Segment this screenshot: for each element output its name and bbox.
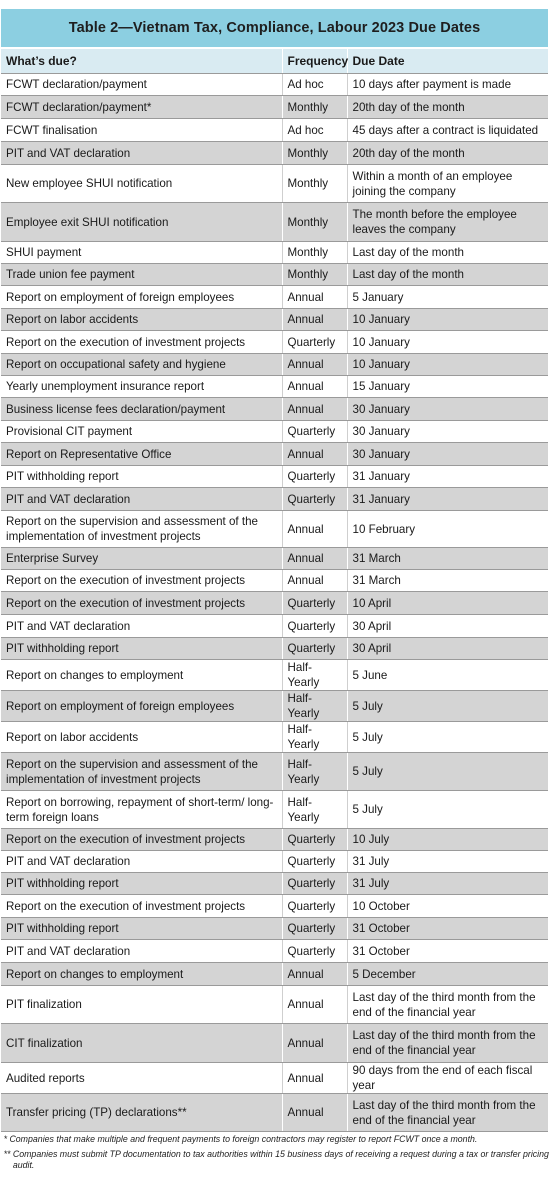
table-row [1, 753, 548, 791]
table-row [1, 309, 548, 331]
cell-item: PIT and VAT declaration [1, 615, 282, 638]
cell-frequency: Ad hoc [282, 74, 347, 96]
cell-item: PIT withholding report [1, 638, 282, 660]
cell-item: Report on borrowing, repayment of short-term/ long-term foreign loans [1, 791, 282, 829]
cell-frequency: Quarterly [282, 421, 347, 443]
cell-item: FCWT finalisation [1, 119, 282, 142]
cell-item: Transfer pricing (TP) declarations** [1, 1094, 282, 1132]
cell-due-date: Last day of the third month from the end of the financial year [347, 986, 548, 1024]
cell-frequency: Quarterly [282, 615, 347, 638]
cell-due-date: 10 January [347, 354, 548, 376]
cell-item: Enterprise Survey [1, 548, 282, 570]
cell-item: Report on employment of foreign employees [1, 286, 282, 309]
cell-item: Report on changes to employment [1, 660, 282, 691]
cell-frequency: Half-Yearly [282, 753, 347, 791]
cell-due-date: 90 days from the end of each fiscal year [347, 1063, 548, 1094]
cell-frequency: Annual [282, 986, 347, 1024]
footnote [4, 1149, 549, 1171]
footnote [4, 1134, 549, 1145]
table-row [1, 203, 548, 242]
footnote-marker: * [4, 1134, 8, 1144]
table-row [1, 638, 548, 660]
table-row [1, 165, 548, 203]
cell-frequency: Annual [282, 286, 347, 309]
table-row [1, 851, 548, 873]
table-row [1, 791, 548, 829]
cell-due-date: 10 July [347, 829, 548, 851]
footnotes [4, 1134, 549, 1175]
cell-frequency: Quarterly [282, 851, 347, 873]
cell-due-date: 5 December [347, 963, 548, 986]
cell-due-date: 5 July [347, 753, 548, 791]
header-due-date: Due Date [347, 49, 548, 74]
table-title: Table 2—Vietnam Tax, Compliance, Labour 2023 Due Dates [1, 9, 548, 47]
cell-item: Business license fees declaration/payment [1, 398, 282, 421]
footnote-text: Companies that make multiple and frequent payments to foreign contractors may register to report FCWT once a month. [9, 1134, 478, 1144]
table-row [1, 511, 548, 548]
cell-item: New employee SHUI notification [1, 165, 282, 203]
cell-frequency: Monthly [282, 242, 347, 264]
cell-item: Report on labor accidents [1, 309, 282, 331]
cell-item: Report on employment of foreign employees [1, 691, 282, 722]
cell-due-date: 45 days after a contract is liquidated [347, 119, 548, 142]
table-row [1, 873, 548, 895]
cell-item: Report on the supervision and assessment of the implementation of investment projects [1, 511, 282, 548]
cell-item: PIT withholding report [1, 873, 282, 895]
cell-frequency: Annual [282, 570, 347, 592]
cell-frequency: Quarterly [282, 638, 347, 660]
table-row [1, 592, 548, 615]
table-row [1, 421, 548, 443]
cell-frequency: Monthly [282, 264, 347, 286]
table-row [1, 331, 548, 354]
header-item: What’s due? [1, 49, 282, 74]
cell-due-date: 5 June [347, 660, 548, 691]
cell-due-date: 5 July [347, 722, 548, 753]
table-row [1, 96, 548, 119]
cell-item: Report on the execution of investment projects [1, 895, 282, 918]
table-row [1, 940, 548, 963]
cell-item: Trade union fee payment [1, 264, 282, 286]
cell-frequency: Quarterly [282, 592, 347, 615]
table-row [1, 242, 548, 264]
cell-frequency: Half-Yearly [282, 691, 347, 722]
cell-frequency: Half-Yearly [282, 660, 347, 691]
cell-item: PIT finalization [1, 986, 282, 1024]
table-row [1, 548, 548, 570]
cell-item: PIT withholding report [1, 918, 282, 940]
cell-frequency: Quarterly [282, 829, 347, 851]
cell-frequency: Annual [282, 548, 347, 570]
cell-item: Report on labor accidents [1, 722, 282, 753]
cell-due-date: 30 January [347, 421, 548, 443]
cell-frequency: Annual [282, 309, 347, 331]
table-row [1, 691, 548, 722]
footnote-text: Companies must submit TP documentation to tax authorities within 15 business days of receiving a request during a tax or transfer pricing audit. [12, 1149, 549, 1170]
cell-due-date: 30 January [347, 443, 548, 466]
cell-due-date: 30 April [347, 638, 548, 660]
cell-frequency: Quarterly [282, 940, 347, 963]
cell-due-date: 31 January [347, 466, 548, 488]
cell-due-date: Last day of the month [347, 264, 548, 286]
due-dates-table [1, 49, 548, 1132]
cell-frequency: Quarterly [282, 873, 347, 895]
cell-item: Employee exit SHUI notification [1, 203, 282, 242]
table-row [1, 142, 548, 165]
cell-item: Report on the supervision and assessment of the implementation of investment projects [1, 753, 282, 791]
cell-due-date: 31 January [347, 488, 548, 511]
table-row [1, 722, 548, 753]
table-row [1, 1024, 548, 1063]
cell-due-date: 31 July [347, 873, 548, 895]
table-row [1, 615, 548, 638]
cell-item: Report on occupational safety and hygiene [1, 354, 282, 376]
cell-frequency: Monthly [282, 96, 347, 119]
table-row [1, 286, 548, 309]
cell-due-date: 20th day of the month [347, 96, 548, 119]
table-row [1, 1094, 548, 1132]
cell-frequency: Annual [282, 1063, 347, 1094]
cell-due-date: 31 March [347, 548, 548, 570]
cell-due-date: 10 April [347, 592, 548, 615]
cell-due-date: 10 February [347, 511, 548, 548]
cell-due-date: 5 July [347, 791, 548, 829]
cell-item: Yearly unemployment insurance report [1, 376, 282, 398]
cell-frequency: Annual [282, 376, 347, 398]
table-row [1, 74, 548, 96]
table-row [1, 895, 548, 918]
cell-frequency: Monthly [282, 165, 347, 203]
cell-frequency: Annual [282, 963, 347, 986]
cell-item: Report on the execution of investment projects [1, 829, 282, 851]
cell-frequency: Monthly [282, 203, 347, 242]
cell-due-date: 5 July [347, 691, 548, 722]
cell-item: PIT and VAT declaration [1, 142, 282, 165]
cell-item: CIT finalization [1, 1024, 282, 1063]
cell-frequency: Monthly [282, 142, 347, 165]
cell-item: Provisional CIT payment [1, 421, 282, 443]
cell-item: Report on the execution of investment projects [1, 570, 282, 592]
cell-due-date: 10 January [347, 309, 548, 331]
header-row [1, 49, 548, 74]
cell-frequency: Quarterly [282, 331, 347, 354]
cell-due-date: 10 days after payment is made [347, 74, 548, 96]
table-row [1, 918, 548, 940]
table-row [1, 1063, 548, 1094]
cell-due-date: 10 October [347, 895, 548, 918]
table-row [1, 398, 548, 421]
cell-due-date: Last day of the third month from the end of the financial year [347, 1024, 548, 1063]
cell-frequency: Half-Yearly [282, 791, 347, 829]
cell-due-date: 20th day of the month [347, 142, 548, 165]
cell-item: PIT and VAT declaration [1, 940, 282, 963]
cell-frequency: Annual [282, 354, 347, 376]
cell-frequency: Annual [282, 511, 347, 548]
footnote-marker: ** [4, 1149, 11, 1159]
cell-frequency: Annual [282, 398, 347, 421]
table-row [1, 488, 548, 511]
cell-item: SHUI payment [1, 242, 282, 264]
cell-due-date: Last day of the month [347, 242, 548, 264]
cell-due-date: 31 October [347, 940, 548, 963]
cell-due-date: The month before the employee leaves the company [347, 203, 548, 242]
table-row [1, 264, 548, 286]
table-body [1, 74, 548, 1132]
cell-item: Report on the execution of investment projects [1, 331, 282, 354]
cell-item: Report on the execution of investment projects [1, 592, 282, 615]
cell-frequency: Annual [282, 443, 347, 466]
cell-item: Report on Representative Office [1, 443, 282, 466]
header-frequency: Frequency [282, 49, 347, 74]
cell-due-date: 31 July [347, 851, 548, 873]
table-row [1, 466, 548, 488]
cell-due-date: 31 October [347, 918, 548, 940]
cell-item: Audited reports [1, 1063, 282, 1094]
table-row [1, 119, 548, 142]
table-row [1, 376, 548, 398]
table-row [1, 660, 548, 691]
cell-item: PIT and VAT declaration [1, 488, 282, 511]
cell-due-date: 10 January [347, 331, 548, 354]
table-row [1, 829, 548, 851]
table-row [1, 570, 548, 592]
cell-item: PIT and VAT declaration [1, 851, 282, 873]
cell-item: Report on changes to employment [1, 963, 282, 986]
table-row [1, 443, 548, 466]
cell-frequency: Quarterly [282, 488, 347, 511]
cell-frequency: Quarterly [282, 918, 347, 940]
cell-due-date: Within a month of an employee joining the company [347, 165, 548, 203]
table-row [1, 963, 548, 986]
cell-item: PIT withholding report [1, 466, 282, 488]
cell-due-date: 31 March [347, 570, 548, 592]
cell-frequency: Ad hoc [282, 119, 347, 142]
cell-due-date: 30 January [347, 398, 548, 421]
cell-item: FCWT declaration/payment [1, 74, 282, 96]
cell-due-date: 5 January [347, 286, 548, 309]
cell-frequency: Annual [282, 1024, 347, 1063]
cell-frequency: Quarterly [282, 895, 347, 918]
cell-due-date: Last day of the third month from the end of the financial year [347, 1094, 548, 1132]
cell-frequency: Half-Yearly [282, 722, 347, 753]
table-row [1, 986, 548, 1024]
cell-frequency: Quarterly [282, 466, 347, 488]
cell-due-date: 15 January [347, 376, 548, 398]
cell-due-date: 30 April [347, 615, 548, 638]
cell-frequency: Annual [282, 1094, 347, 1132]
cell-item: FCWT declaration/payment* [1, 96, 282, 119]
table-row [1, 354, 548, 376]
